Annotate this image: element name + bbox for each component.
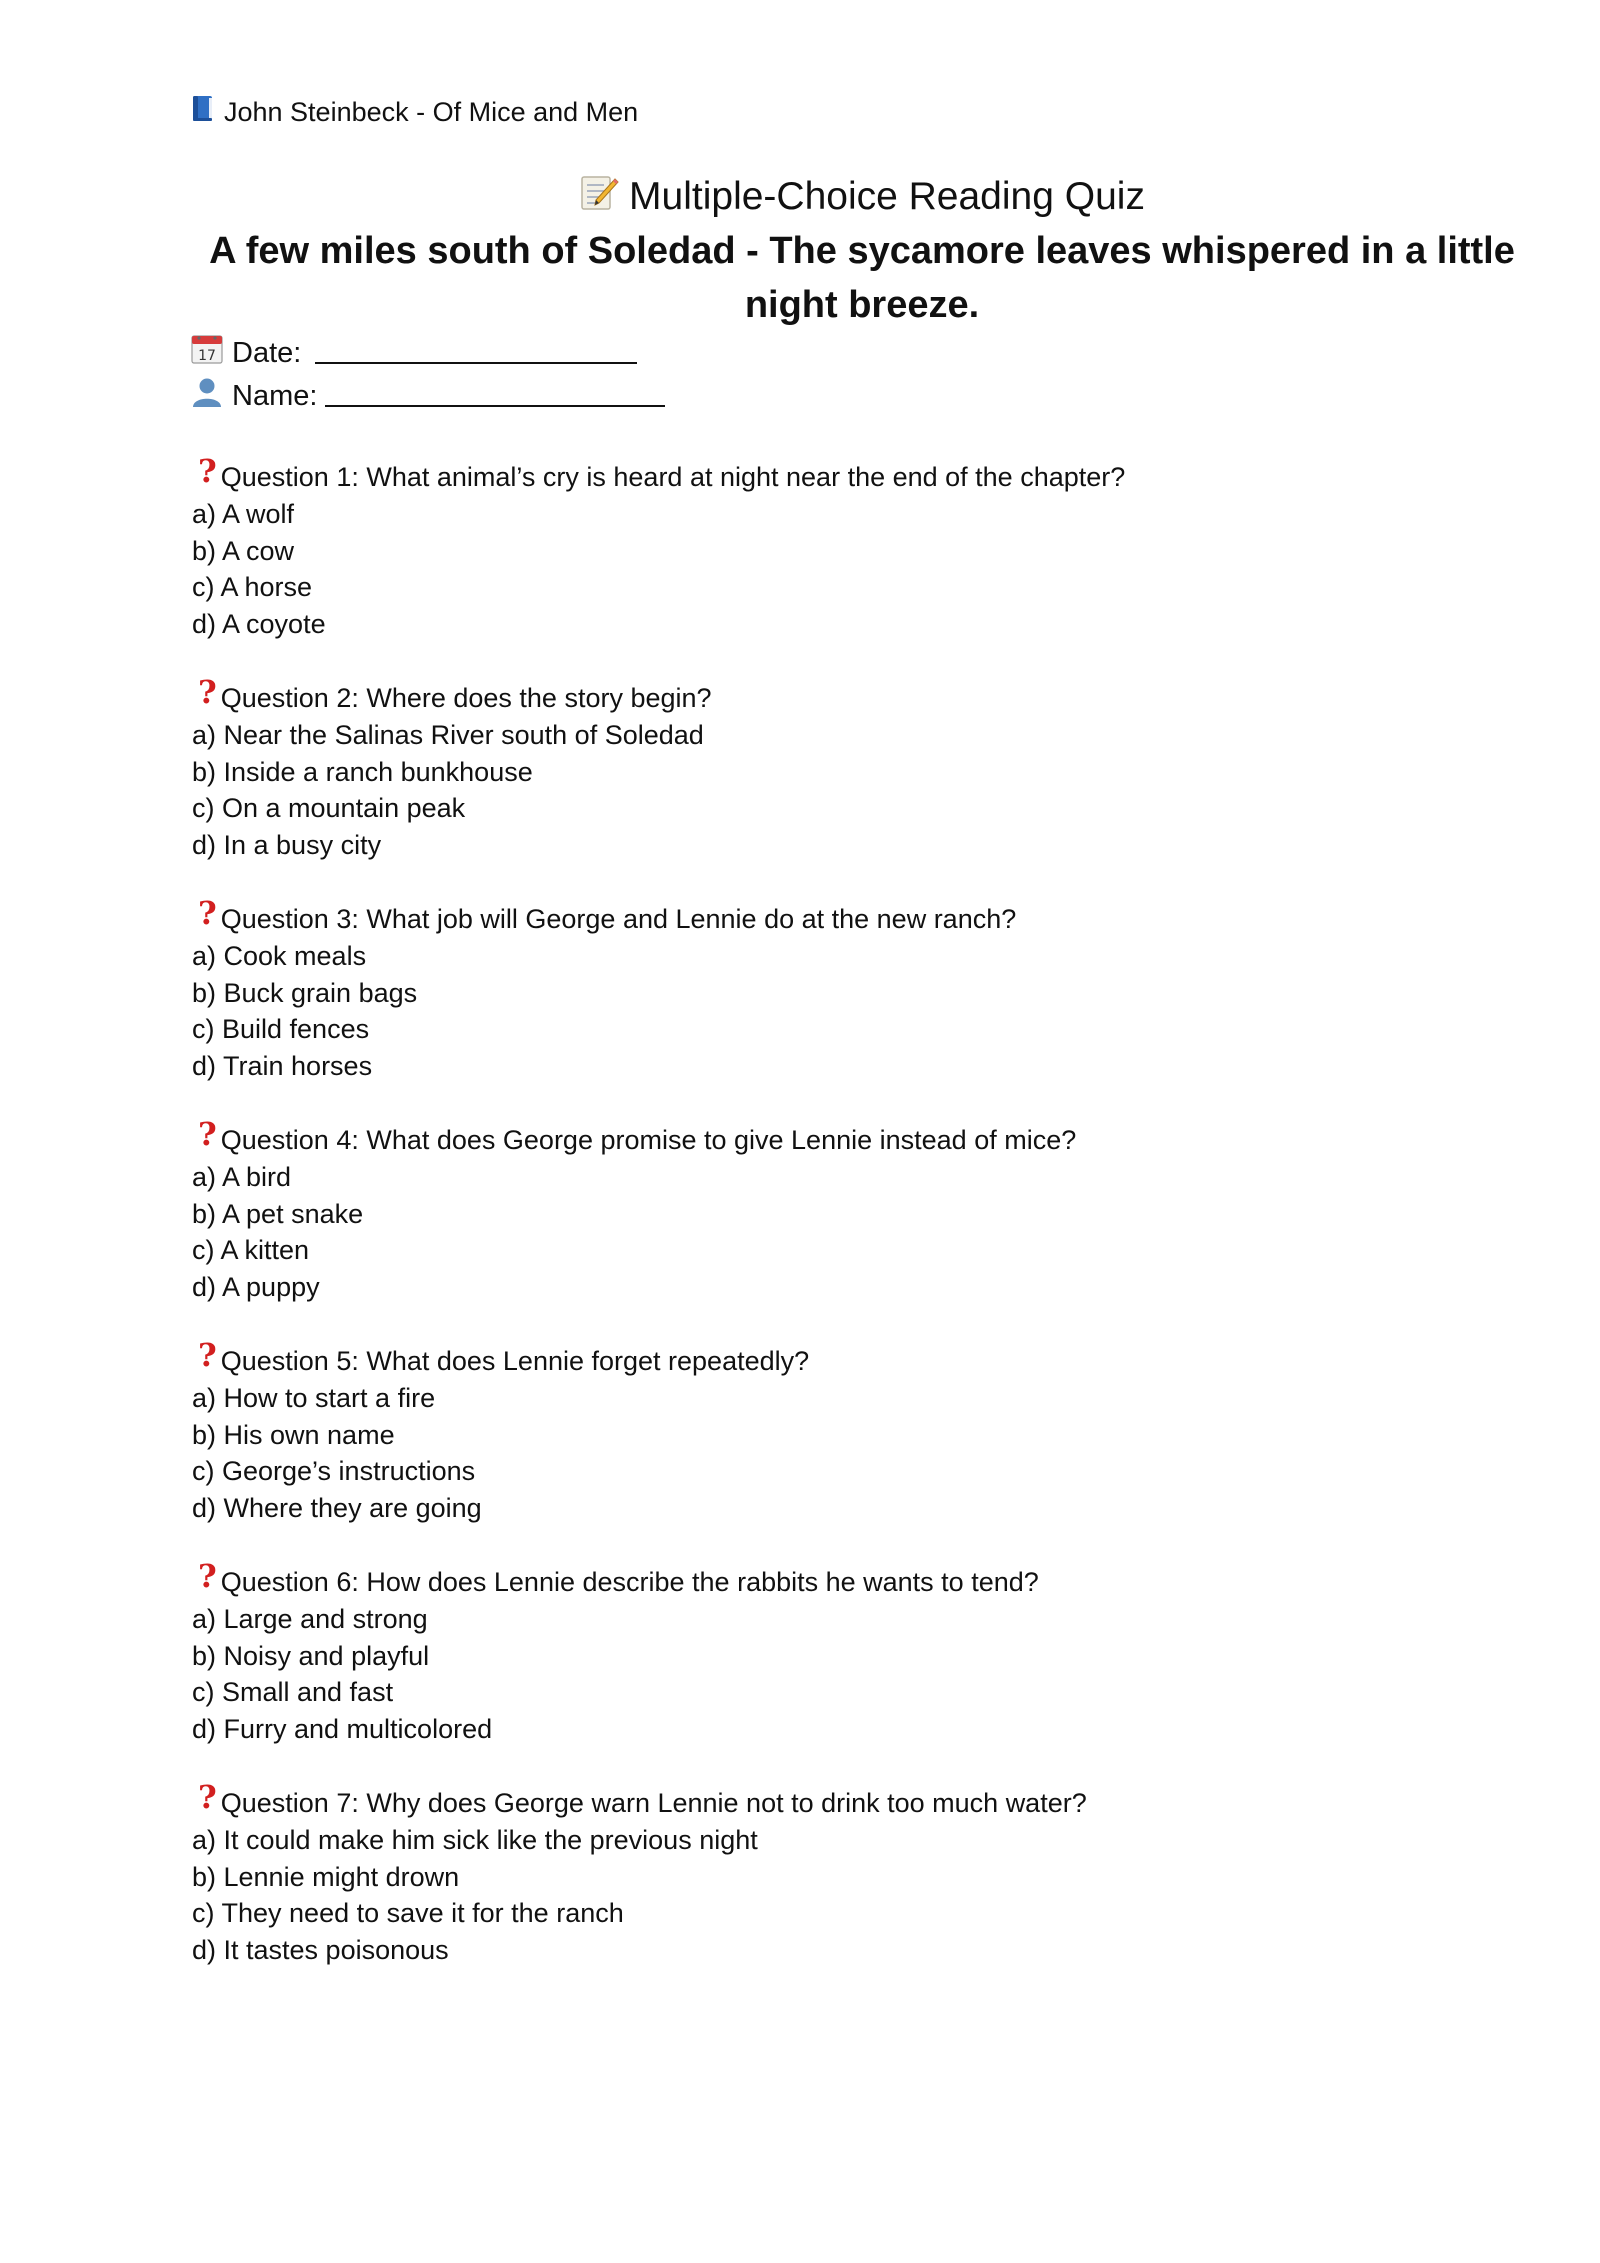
quiz-title-text: Multiple-Choice Reading Quiz	[629, 175, 1145, 218]
question-text	[192, 1336, 1492, 1380]
red-question-mark-icon: ?	[198, 894, 217, 932]
question-label: Question 5: What does Lennie forget repeatedly?	[220, 1346, 810, 1376]
calendar-icon	[190, 333, 224, 365]
memo-icon	[579, 173, 619, 213]
answer-option-d: d) It tastes poisonous	[192, 1934, 449, 1965]
answer-option-b: b) Lennie might drown	[192, 1861, 460, 1892]
answer-option-b: b) Buck grain bags	[192, 977, 418, 1008]
red-question-mark-icon: ?	[198, 1115, 217, 1153]
answer-option-a: a) Near the Salinas River south of Soledad	[192, 720, 704, 750]
question-label: Question 6: How does Lennie describe the rabbits he wants to tend?	[220, 1567, 1039, 1597]
answer-option-d: d) A coyote	[192, 608, 326, 639]
date-row	[190, 332, 665, 375]
question-label: Question 7: Why does George warn Lennie not to drink too much water?	[220, 1788, 1087, 1818]
red-question-mark-icon: ?	[198, 452, 217, 490]
question-text	[192, 1557, 1492, 1601]
answer-option-d: d) Furry and multicolored	[192, 1713, 493, 1744]
question-6	[192, 1557, 1492, 1784]
answer-option-a: a) Large and strong	[192, 1604, 428, 1634]
question-text	[192, 673, 1492, 717]
question-label: Question 1: What animal’s cry is heard at night near the end of the chapter?	[220, 462, 1126, 492]
question-label: Question 2: Where does the story begin?	[220, 683, 712, 713]
question-7	[192, 1778, 1492, 2005]
answer-option-c: c) A kitten	[192, 1235, 310, 1266]
answer-option-d: d) In a busy city	[192, 829, 382, 860]
quiz-title	[192, 170, 1532, 224]
answer-option-d: d) Where they are going	[192, 1492, 482, 1523]
answer-option-c: c) A horse	[192, 572, 313, 603]
answer-option-b: b) Inside a ranch bunkhouse	[192, 756, 533, 787]
chapter-title: A few miles south of Soledad - The sycamore leaves whispered in a little night breeze.	[209, 230, 1515, 326]
answer-option-a: a) Cook meals	[192, 941, 367, 971]
answer-option-b: b) His own name	[192, 1419, 395, 1450]
question-3	[192, 894, 1492, 1121]
question-list	[192, 452, 1492, 2005]
answer-option-a: a) A bird	[192, 1162, 292, 1192]
book-header	[192, 94, 638, 130]
date-label: Date:	[232, 337, 302, 369]
question-4	[192, 1115, 1492, 1342]
date-input-line[interactable]	[315, 336, 637, 364]
question-1	[192, 452, 1492, 679]
answer-option-a: a) A wolf	[192, 499, 295, 529]
red-question-mark-icon: ?	[198, 1557, 217, 1595]
name-input-line[interactable]	[325, 379, 665, 407]
person-icon	[190, 376, 224, 408]
answer-option-b: b) A cow	[192, 535, 295, 566]
answer-option-a: a) How to start a fire	[192, 1383, 436, 1413]
answer-option-c: c) They need to save it for the ranch	[192, 1898, 624, 1929]
question-text	[192, 452, 1492, 496]
red-question-mark-icon: ?	[198, 673, 217, 711]
question-text	[192, 1778, 1492, 1822]
name-label: Name:	[232, 380, 318, 412]
question-text	[192, 894, 1492, 938]
answer-option-d: d) Train horses	[192, 1050, 373, 1081]
answer-option-c: c) George’s instructions	[192, 1456, 476, 1487]
answer-option-d: d) A puppy	[192, 1271, 320, 1302]
name-row	[190, 375, 665, 418]
svg-text:17: 17	[198, 347, 216, 364]
blue-book-icon	[192, 95, 214, 122]
student-fields	[190, 332, 665, 418]
question-label: Question 3: What job will George and Lennie do at the new ranch?	[220, 904, 1017, 934]
answer-option-c: c) Build fences	[192, 1014, 370, 1045]
red-question-mark-icon: ?	[198, 1336, 217, 1374]
red-question-mark-icon: ?	[198, 1778, 217, 1816]
answer-option-a: a) It could make him sick like the previous night	[192, 1825, 758, 1855]
question-label: Question 4: What does George promise to give Lennie instead of mice?	[220, 1125, 1077, 1155]
answer-option-b: b) Noisy and playful	[192, 1640, 430, 1671]
question-2	[192, 673, 1492, 900]
answer-option-b: b) A pet snake	[192, 1198, 364, 1229]
question-text	[192, 1115, 1492, 1159]
answer-option-c: c) On a mountain peak	[192, 793, 466, 824]
answer-option-c: c) Small and fast	[192, 1677, 394, 1708]
title-block	[192, 170, 1532, 332]
header-text: John Steinbeck - Of Mice and Men	[224, 97, 639, 127]
question-5	[192, 1336, 1492, 1563]
